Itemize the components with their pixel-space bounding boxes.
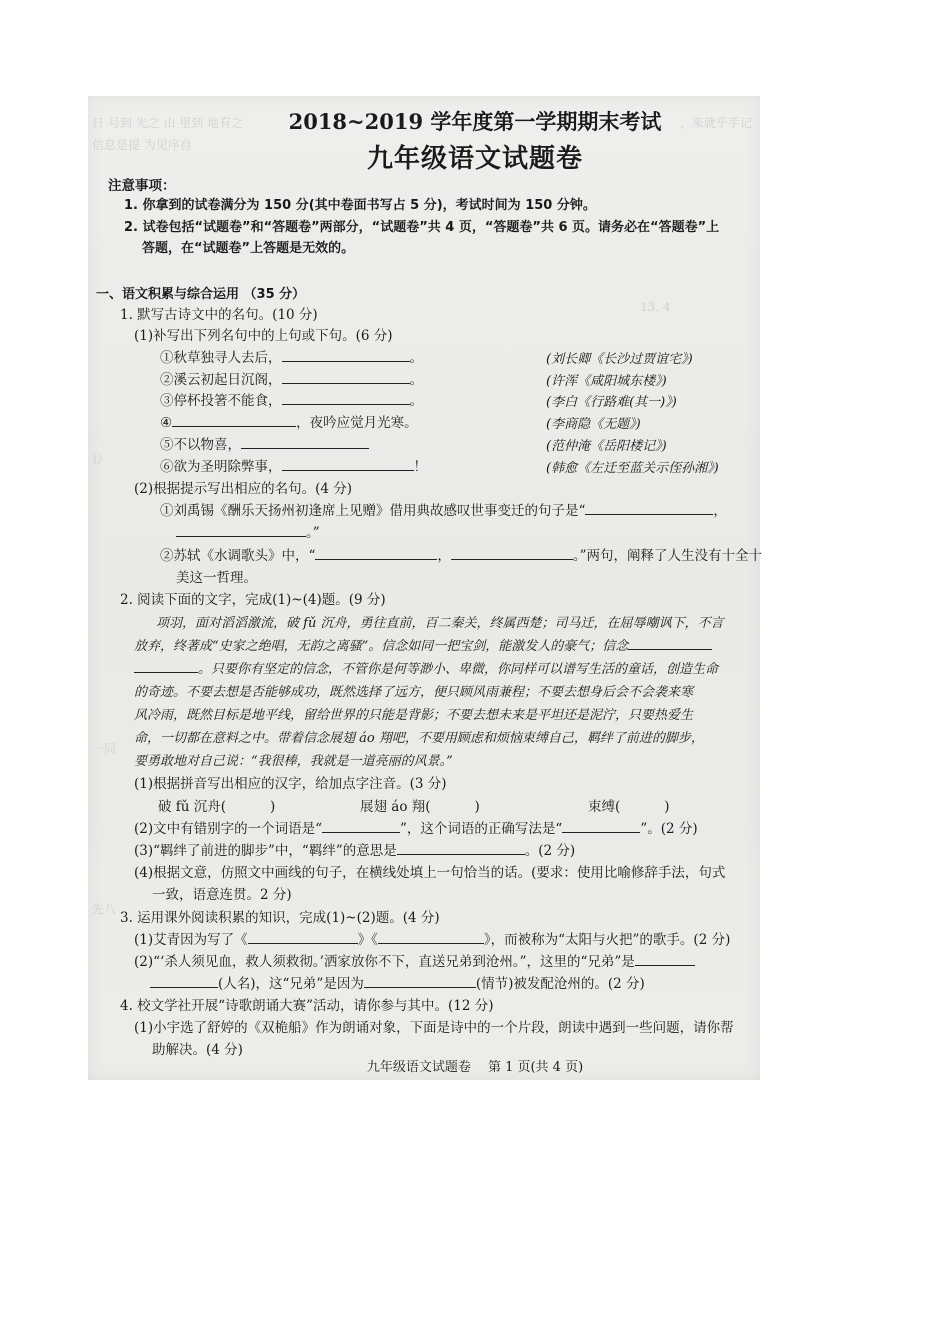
q2-sub4-line1: (4)根据文意，仿照文中画线的句子，在横线处填上一句恰当的话。(要求：使用比喻修辞手法，句式 <box>134 865 726 881</box>
bleed-through-text: 日 号到 光之 山 里到 地有之 <box>92 116 244 130</box>
q3-sub2-line1: (2)“‘杀人须见血，救人须救彻。’洒家放你不下，直送兄弟到沧州。”，这里的“兄弟”是 <box>134 950 695 970</box>
notice-item-1: 1. 你拿到的试卷满分为 150 分(其中卷面书写占 5 分)，考试时间为 150 分钟。 <box>124 198 596 213</box>
verse-source-6: (韩愈《左迁至蓝关示侄孙湘》) <box>546 461 719 476</box>
passage-line-3: 。只要你有坚定的信念，不管你是何等渺小、卑微，你同样可以谱写生活的童话，创造生命 <box>134 658 718 677</box>
bleed-through-text: ，来就乎手记 <box>680 116 753 130</box>
passage-line-4: 的奇迹。不要去想是否能够成功，既然选择了远方，便只顾风雨兼程；不要去想身后会不会袭来寒 <box>134 685 694 700</box>
verse-source-2: (许浑《咸阳城东楼》) <box>546 374 667 389</box>
passage-line-6: 命，一切都在意料之中。带着信念展翅 áo 翔吧，不要用顾虑和烦恼束缚自己，羁绊了前进的脚步， <box>134 731 704 746</box>
notice-item-2-line2: 答题，在“试题卷”上答题是无效的。 <box>142 241 355 256</box>
q2-sub1-item-2: 展翅 áo 翔( ) <box>360 799 480 815</box>
q2-sub1-item-3: 束缚( ) <box>588 799 670 815</box>
q1-part2-b-line1: ②苏轼《水调歌头》中，“ ， 。”两句，阐释了人生没有十全十 <box>160 544 762 564</box>
verse-source-3: (李白《行路难(其一)》) <box>546 395 677 410</box>
q2-sub1: (1)根据拼音写出相应的汉字，给加点字注音。(3 分) <box>134 776 447 792</box>
q4-sub1-line1: (1)小宇选了舒婷的《双桅船》作为朗诵对象，下面是诗中的一个片段，朗读中遇到一些问题，请你帮 <box>134 1020 734 1036</box>
passage-line-1: 项羽，面对滔滔激流，破 fǔ 沉舟，勇往直前，百二秦关，终属西楚；司马迁，在屈辱嘲讽下，不言 <box>156 616 724 631</box>
notice-item-2-line1: 2. 试卷包括“试题卷”和“答题卷”两部分，“试题卷”共 4 页，“答题卷”共 6 页。请务必在“答题卷”上 <box>124 220 720 235</box>
verse-source-5: (范仲淹《岳阳楼记》) <box>546 439 667 454</box>
q2-sub2: (2)文中有错别字的一个词语是“ ”，这个词语的正确写法是“ ”。(2 分) <box>134 817 698 837</box>
verse-line-2: ②溪云初起日沉阁， 。 <box>160 368 423 388</box>
q4-stem: 4. 校文学社开展“诗歌朗诵大赛”活动，请你参与其中。(12 分) <box>120 998 494 1014</box>
verse-line-3: ③停杯投箸不能食， 。 <box>160 389 423 409</box>
q1-part2: (2)根据提示写出相应的名句。(4 分) <box>134 481 353 497</box>
notice-heading: 注意事项： <box>108 178 176 194</box>
q2-stem: 2. 阅读下面的文字，完成(1)~(4)题。(9 分) <box>120 592 386 608</box>
q1-part2-a-line2: 。” <box>176 521 320 541</box>
bleed-through-text: 先八 <box>92 902 117 916</box>
q1-part1: (1)补写出下列名句中的上句或下句。(6 分) <box>134 328 393 344</box>
exam-title: 2018~2019 学年度第一学期期末考试 <box>288 109 662 134</box>
exam-subtitle: 九年级语文试题卷 <box>366 144 583 174</box>
q1-stem: 1. 默写古诗文中的名句。(10 分) <box>120 307 318 323</box>
verse-source-1: (刘长卿《长沙过贾谊宅》) <box>546 352 693 367</box>
bleed-through-text: 一同 <box>92 742 117 756</box>
passage-line-7: 要勇敢地对自己说：“我很棒，我就是一道亮丽的风景。” <box>134 754 453 769</box>
q2-sub1-item-1: 破 fǔ 沉舟( ) <box>158 799 276 815</box>
q4-sub1-line2: 助解决。(4 分) <box>152 1042 243 1058</box>
bleed-through-text: 13. 4 <box>640 300 671 314</box>
bleed-through-text: )》 <box>92 452 109 466</box>
verse-line-4: ④ ，夜吟应觉月光寒。 <box>160 411 418 431</box>
passage-line-5: 风冷雨，既然目标是地平线，留给世界的只能是背影；不要去想未来是平坦还是泥泞，只要热爱生 <box>134 708 694 723</box>
verse-line-5: ⑤不以物喜， <box>160 433 369 453</box>
passage-line-2: 放弃，终著成“史家之绝唱，无韵之离骚”。信念如同一把宝剑，能激发人的豪气；信念 <box>134 635 712 654</box>
verse-line-6: ⑥欲为圣明除弊事， ！ <box>160 455 427 475</box>
page-footer: 九年级语文试题卷 第 1 页(共 4 页) <box>366 1060 584 1075</box>
q1-part2-b-line2: 美这一哲理。 <box>176 570 257 586</box>
q2-sub4-line2: 一致，语意连贯。2 分) <box>152 887 292 903</box>
verse-source-4: (李商隐《无题》) <box>546 417 641 432</box>
verse-line-1: ①秋草独寻人去后， 。 <box>160 346 423 366</box>
bleed-through-text: 信息是提 为见序自 <box>92 138 192 152</box>
q3-sub1: (1)艾青因为写了《 》《 》，而被称为“太阳与火把”的歌手。(2 分) <box>134 928 730 948</box>
section-heading: 一、语文积累与综合运用 （35 分） <box>96 287 306 302</box>
q3-sub2-line2: (人名)，这“兄弟”是因为 (情节)被发配沧州的。(2 分) <box>150 972 645 992</box>
q2-sub3: (3)“羁绊了前进的脚步”中，“羁绊”的意思是 。(2 分) <box>134 839 575 859</box>
q1-part2-a-line1: ①刘禹锡《酬乐天扬州初逢席上见赠》借用典故感叹世事变迁的句子是“ ， <box>160 499 727 519</box>
q3-stem: 3. 运用课外阅读积累的知识，完成(1)~(2)题。(4 分) <box>120 910 440 926</box>
